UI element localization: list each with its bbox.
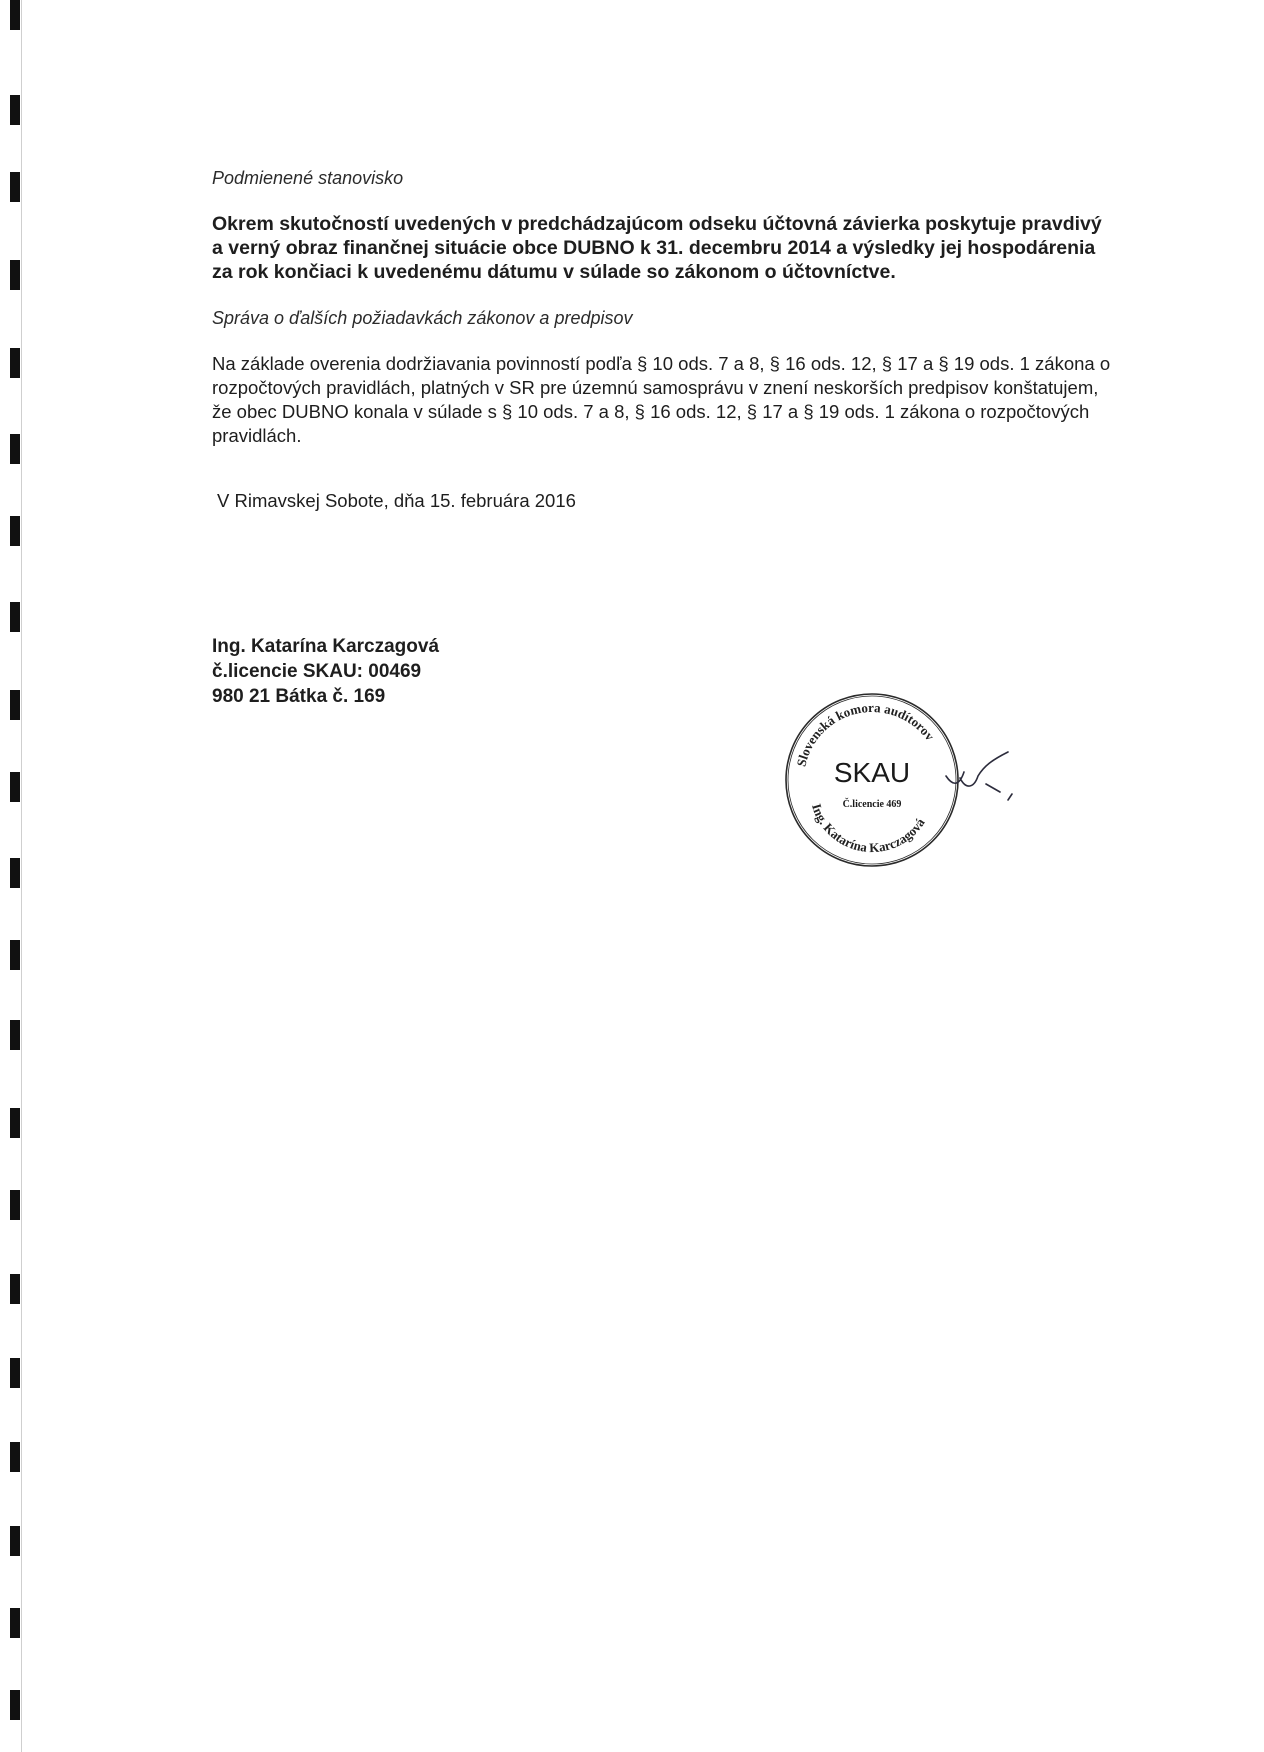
- auditor-stamp: [782, 690, 962, 870]
- stamp-ring-bottom: Ing. Katarína Karczagová: [809, 801, 928, 856]
- binding-hole: [10, 940, 20, 970]
- binding-hole: [10, 1690, 20, 1720]
- binding-strip: [0, 0, 30, 1752]
- signatory-license: č.licencie SKAU: 00469: [212, 661, 422, 682]
- binding-hole: [10, 0, 20, 30]
- binding-hole: [10, 516, 20, 546]
- binding-hole: [10, 772, 20, 802]
- other-requirements-heading: Správa o ďalších požiadavkách zákonov a predpisov: [212, 308, 633, 328]
- binding-hole: [10, 1442, 20, 1472]
- binding-hole: [10, 1526, 20, 1556]
- binding-hole: [10, 1608, 20, 1638]
- binding-hole: [10, 690, 20, 720]
- stamp-center-text: SKAU: [833, 757, 911, 788]
- binding-hole: [10, 1274, 20, 1304]
- other-requirements-text: Na základe overenia dodržiavania povinností podľa § 10 ods. 7 a 8, § 16 ods. 12, § 17 a § 19 ods. 1 zákona o rozpočtových pravidlách, platných v SR pre územnú samosprávu v znení neskorších predpisov konštatujem, že obec DUBNO konala v súlade s § 10 ods. 7 a 8, § 16 ods. 12, § 17 a § 19 ods. 1 zákona o rozpočtových pravidlách.: [212, 353, 1111, 446]
- binding-hole: [10, 434, 20, 464]
- qualified-opinion-text: Okrem skutočností uvedených v predchádzajúcom odseku účtovná závierka poskytuje pravdivý a verný obraz finančnej situácie obce DUBNO k 31. decembru 2014 a výsledky jej hospodárenia za rok končiaci k uvedenému dátumu v súlade so zákonom o účtovníctve.: [212, 213, 1102, 283]
- qualified-opinion-heading: Podmienené stanovisko: [212, 168, 404, 188]
- stamp-ring-top: Slovenská komora audítorov: [793, 699, 938, 769]
- place-date: V Rimavskej Sobote, dňa 15. februára 2016: [217, 490, 576, 511]
- stamp-license-text: Č.licencie 469: [842, 799, 902, 810]
- binding-hole: [10, 602, 20, 632]
- binding-hole: [10, 858, 20, 888]
- binding-hole: [10, 95, 20, 125]
- document-body: [212, 168, 1112, 513]
- signatory-name: Ing. Katarína Karczagová: [212, 636, 440, 657]
- binding-hole: [10, 1190, 20, 1220]
- binding-hole: [10, 1020, 20, 1050]
- binding-hole: [10, 1108, 20, 1138]
- binding-hole: [10, 260, 20, 290]
- binding-hole: [10, 348, 20, 378]
- signatory-block: [212, 634, 439, 709]
- binding-line: [21, 0, 22, 1752]
- binding-hole: [10, 1358, 20, 1388]
- binding-hole: [10, 172, 20, 202]
- handwritten-signature: [938, 748, 1018, 808]
- signatory-address: 980 21 Bátka č. 169: [212, 686, 386, 707]
